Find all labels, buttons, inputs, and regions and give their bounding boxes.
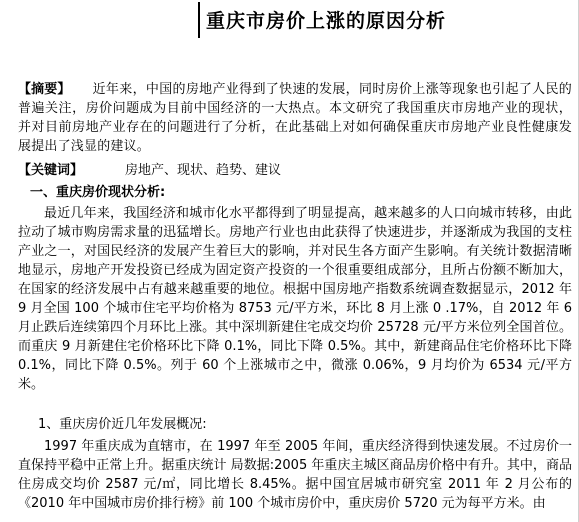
section2-heading: 1、重庆房价近几年发展概况: (38, 417, 207, 432)
abstract-text: 近年来，中国的房地产业得到了快速的发展，同时房价上涨等现象也引起了人民的普遍关注，房价问题成为目前中国经济的一大热点。本文研究了我国重庆市房地产业的现状，并对目前房地产业存在的问题进行了分析，在此基础上对如何确保重庆市房地产业良性健康发展提出了浅显的建议。 (18, 82, 572, 154)
keywords (18, 161, 572, 180)
section1-heading: 一、重庆房价现状分析: (30, 185, 166, 200)
keywords-text: 房地产、现状、趋势、建议 (125, 163, 282, 178)
keywords-tag: 【关键词】 (18, 163, 84, 178)
document-title: 重庆市房价上涨的原因分析 (206, 10, 447, 32)
title-bar (198, 2, 200, 38)
abstract (18, 80, 572, 156)
section2-paragraph: 1997 年重庆成为直辖市，在 1997 年至 2005 年间，重庆经济得到快速发展。不过房价一直保持平稳中正常上升。据重庆统计 局数据:2005 年重庆主城区商品房价格中有升。其中，商品住房成交均价 2587 元/㎡，同比增长 8.45%。据中国宜居城市研究室 2011 年 2 月公布的《2010 年中国城市房价排行榜》前 100 个城市房价中，重庆房价 5720 元为每平方米。由 (18, 439, 572, 511)
section1-paragraph: 最近几年来，我国经济和城市化水平都得到了明显提高，越来越多的人口向城市转移，由此拉动了城市购房需求量的迅猛增长。房地产行业也由此获得了快速进步，并逐渐成为我国的支柱产业之一，对国民经济的发展产生着巨大的影响，并对民生各方面产生影响。有关统计数据清晰地显示，房地产开发投资已经成为固定资产投资的一个很重要组成部分，且所占份额不断加大，在国家的经济发展中占有越来越重要的地位。根据中国房地产指数系统调查数据显示，2012 年 9 月全国 100 个城市住宅平均价格为 8753 元/平方米，环比 8 月上涨 0 .17%，自 2012 年 6 月止跌后连续第四个月环比上涨。其中深圳新建住宅成交均价 25728 元/平方米位列全国首位。而重庆 9 月新建住宅价格环比下降 0.1%，同比下降 0.5%。其中，新建商品住宅价格环比下降 0.1%，同比下降 0.5%。列于 60 个上涨城市之中，微涨 0.06%，9 月均价为 6534 元/平方米。 (18, 206, 572, 392)
abstract-tag: 【摘要】 (18, 82, 71, 97)
